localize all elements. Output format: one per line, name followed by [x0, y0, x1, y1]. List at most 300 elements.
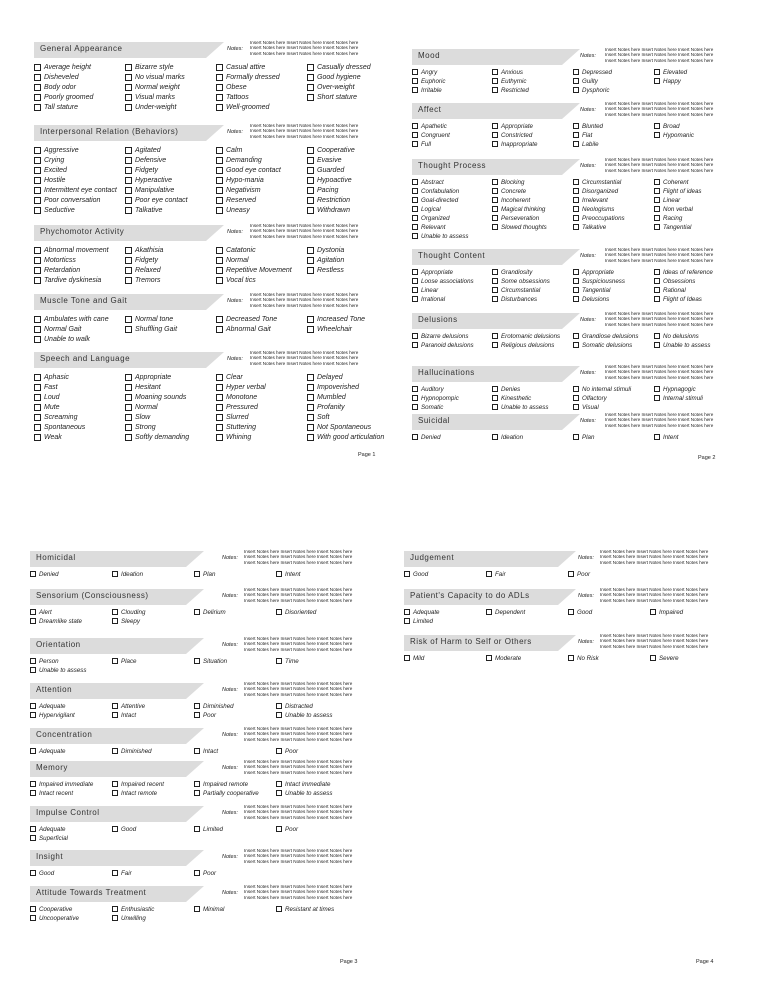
checkbox[interactable]: [30, 609, 36, 615]
checkbox[interactable]: [654, 296, 660, 302]
checkbox[interactable]: [112, 915, 118, 921]
notes-field[interactable]: [244, 759, 352, 775]
checkbox[interactable]: [216, 147, 223, 154]
checkbox[interactable]: [194, 826, 200, 832]
checkbox[interactable]: [125, 74, 132, 81]
checkbox[interactable]: [412, 434, 418, 440]
checkbox[interactable]: [654, 197, 660, 203]
checkbox[interactable]: [654, 278, 660, 284]
checkbox[interactable]: [112, 790, 118, 796]
checkbox[interactable]: [654, 287, 660, 293]
notes-field[interactable]: [244, 636, 352, 652]
notes-line: Insert Notes here Insert Notes here Insert Notes here: [600, 638, 709, 644]
checkbox[interactable]: [216, 207, 223, 214]
checkbox[interactable]: [412, 333, 418, 339]
checkbox[interactable]: [492, 206, 498, 212]
checkbox[interactable]: [412, 287, 418, 293]
checkbox-label: Place: [121, 658, 137, 665]
checkbox[interactable]: [125, 267, 132, 274]
checkbox[interactable]: [216, 414, 223, 421]
notes-field[interactable]: [250, 350, 358, 366]
checkbox[interactable]: [492, 87, 498, 93]
checkbox[interactable]: [573, 224, 579, 230]
checkbox[interactable]: [216, 267, 223, 274]
checkbox[interactable]: [34, 267, 41, 274]
checkbox[interactable]: [276, 781, 282, 787]
checkbox[interactable]: [404, 571, 410, 577]
checkbox[interactable]: [492, 123, 498, 129]
checkbox[interactable]: [412, 197, 418, 203]
checkbox-label: Tangential: [663, 224, 692, 231]
checkbox[interactable]: [30, 790, 36, 796]
checkbox[interactable]: [194, 781, 200, 787]
checkbox[interactable]: [307, 424, 314, 431]
checkbox[interactable]: [486, 609, 492, 615]
checkbox[interactable]: [654, 206, 660, 212]
notes-field[interactable]: [244, 804, 352, 820]
checkbox[interactable]: [654, 215, 660, 221]
checkbox[interactable]: [412, 78, 418, 84]
checkbox[interactable]: [125, 434, 132, 441]
checkbox[interactable]: [492, 78, 498, 84]
checkbox[interactable]: [568, 609, 574, 615]
checkbox[interactable]: [412, 179, 418, 185]
checkbox-label: Moderate: [495, 655, 522, 662]
checkbox[interactable]: [492, 386, 498, 392]
checkbox[interactable]: [412, 132, 418, 138]
checkbox[interactable]: [112, 826, 118, 832]
checkbox[interactable]: [412, 141, 418, 147]
checkbox[interactable]: [34, 257, 41, 264]
checkbox[interactable]: [412, 224, 418, 230]
notes-field[interactable]: [600, 587, 708, 603]
checkbox[interactable]: [112, 906, 118, 912]
checkbox[interactable]: [654, 69, 660, 75]
checkbox[interactable]: [125, 197, 132, 204]
checkbox[interactable]: [216, 434, 223, 441]
section-affect: [412, 101, 722, 148]
checkbox[interactable]: [307, 64, 314, 71]
checkbox[interactable]: [194, 748, 200, 754]
checkbox[interactable]: [276, 826, 282, 832]
notes-field[interactable]: [244, 726, 352, 742]
checkbox[interactable]: [307, 414, 314, 421]
checkbox[interactable]: [125, 94, 132, 101]
notes-field[interactable]: [250, 40, 358, 56]
checkbox[interactable]: [194, 712, 200, 718]
checkbox[interactable]: [125, 257, 132, 264]
notes-field[interactable]: [244, 681, 352, 697]
checkbox[interactable]: [492, 188, 498, 194]
section-patient-s-capacity-to-do-adls: [404, 587, 720, 625]
checkbox[interactable]: [307, 74, 314, 81]
checkbox[interactable]: [30, 835, 36, 841]
checkbox[interactable]: [216, 64, 223, 71]
checkbox[interactable]: [654, 224, 660, 230]
checkbox[interactable]: [654, 333, 660, 339]
checkbox[interactable]: [276, 790, 282, 796]
checkbox[interactable]: [125, 384, 132, 391]
checkbox[interactable]: [194, 658, 200, 664]
checkbox[interactable]: [34, 434, 41, 441]
checkbox[interactable]: [307, 434, 314, 441]
checkbox[interactable]: [412, 342, 418, 348]
notes-field[interactable]: [250, 292, 358, 308]
checkbox[interactable]: [125, 414, 132, 421]
checkbox[interactable]: [486, 571, 492, 577]
checkbox[interactable]: [654, 132, 660, 138]
checkbox[interactable]: [30, 618, 36, 624]
checkbox[interactable]: [30, 748, 36, 754]
checkbox[interactable]: [216, 277, 223, 284]
notes-field[interactable]: [244, 884, 352, 900]
checkbox[interactable]: [492, 342, 498, 348]
checkbox[interactable]: [125, 64, 132, 71]
checkbox[interactable]: [125, 326, 132, 333]
notes-field[interactable]: [605, 364, 713, 380]
checkbox-label: Congruent: [421, 132, 450, 139]
checkbox[interactable]: [492, 296, 498, 302]
checkbox[interactable]: [30, 906, 36, 912]
checkbox[interactable]: [34, 104, 41, 111]
checkbox[interactable]: [573, 434, 579, 440]
checkbox[interactable]: [34, 197, 41, 204]
checkbox[interactable]: [568, 571, 574, 577]
notes-line: Insert Notes here Insert Notes here Insert Notes here: [244, 848, 353, 853]
checkbox[interactable]: [34, 167, 41, 174]
notes-label: Notes:: [222, 854, 238, 860]
checkbox[interactable]: [216, 424, 223, 431]
checkbox[interactable]: [307, 167, 314, 174]
checkbox[interactable]: [307, 326, 314, 333]
checkbox[interactable]: [34, 394, 41, 401]
checkbox[interactable]: [216, 84, 223, 91]
checkbox[interactable]: [486, 655, 492, 661]
checkbox[interactable]: [412, 188, 418, 194]
checkbox[interactable]: [307, 147, 314, 154]
checkbox[interactable]: [125, 394, 132, 401]
checkbox[interactable]: [125, 147, 132, 154]
checkbox[interactable]: [492, 215, 498, 221]
notes-field[interactable]: [605, 47, 713, 63]
checkbox[interactable]: [30, 870, 36, 876]
notes-field[interactable]: [600, 549, 708, 565]
checkbox[interactable]: [573, 395, 579, 401]
checkbox[interactable]: [412, 233, 418, 239]
checkbox-label: Intent: [285, 571, 301, 578]
checkbox[interactable]: [34, 316, 41, 323]
checkbox[interactable]: [112, 781, 118, 787]
checkbox[interactable]: [34, 374, 41, 381]
checkbox[interactable]: [307, 257, 314, 264]
checkbox[interactable]: [654, 123, 660, 129]
checkbox[interactable]: [573, 296, 579, 302]
notes-label: Notes:: [580, 317, 596, 323]
checkbox[interactable]: [125, 247, 132, 254]
checkbox-label: Slow: [135, 414, 151, 421]
checkbox[interactable]: [34, 414, 41, 421]
checkbox[interactable]: [573, 132, 579, 138]
checkbox[interactable]: [34, 84, 41, 91]
checkbox[interactable]: [216, 404, 223, 411]
checkbox[interactable]: [112, 870, 118, 876]
checkbox[interactable]: [307, 394, 314, 401]
checkbox[interactable]: [307, 267, 314, 274]
checkbox[interactable]: [216, 167, 223, 174]
checkbox-label: Flight of Ideas: [663, 296, 702, 303]
checkbox-label: Ambulates with cane: [44, 316, 109, 323]
checkbox[interactable]: [112, 712, 118, 718]
checkbox[interactable]: [125, 404, 132, 411]
checkbox[interactable]: [194, 906, 200, 912]
checkbox[interactable]: [573, 287, 579, 293]
checkbox[interactable]: [307, 247, 314, 254]
checkbox[interactable]: [216, 187, 223, 194]
checkbox[interactable]: [412, 215, 418, 221]
checkbox[interactable]: [34, 404, 41, 411]
checkbox[interactable]: [30, 571, 36, 577]
notes-label: Notes:: [222, 732, 238, 738]
checkbox[interactable]: [412, 69, 418, 75]
checkbox[interactable]: [194, 571, 200, 577]
checkbox[interactable]: [654, 395, 660, 401]
checkbox[interactable]: [34, 94, 41, 101]
checkbox[interactable]: [412, 87, 418, 93]
checkbox[interactable]: [573, 269, 579, 275]
checkbox[interactable]: [492, 404, 498, 410]
checkbox[interactable]: [34, 177, 41, 184]
checkbox[interactable]: [307, 404, 314, 411]
checkbox[interactable]: [125, 167, 132, 174]
checkbox[interactable]: [34, 187, 41, 194]
checkbox[interactable]: [492, 141, 498, 147]
checkbox[interactable]: [34, 74, 41, 81]
checkbox[interactable]: [492, 434, 498, 440]
checkbox[interactable]: [573, 123, 579, 129]
checkbox[interactable]: [492, 179, 498, 185]
checkbox[interactable]: [573, 215, 579, 221]
checkbox[interactable]: [654, 342, 660, 348]
notes-line: Insert Notes here Insert Notes here Insert Notes here: [244, 681, 353, 686]
checkbox[interactable]: [216, 384, 223, 391]
checkbox[interactable]: [30, 658, 36, 664]
checkbox[interactable]: [216, 197, 223, 204]
checkbox[interactable]: [573, 179, 579, 185]
checkbox[interactable]: [573, 141, 579, 147]
checkbox[interactable]: [125, 424, 132, 431]
checkbox[interactable]: [125, 316, 132, 323]
checkbox[interactable]: [654, 188, 660, 194]
checkbox[interactable]: [34, 157, 41, 164]
checkbox[interactable]: [650, 655, 656, 661]
checkbox[interactable]: [125, 207, 132, 214]
notes-field[interactable]: [244, 848, 352, 864]
checkbox-label: Time: [285, 658, 299, 665]
checkbox[interactable]: [125, 374, 132, 381]
checkbox[interactable]: [654, 269, 660, 275]
checkbox[interactable]: [125, 187, 132, 194]
checkbox[interactable]: [125, 104, 132, 111]
checkbox-label: Disturbances: [501, 296, 538, 303]
checkbox[interactable]: [307, 384, 314, 391]
checkbox[interactable]: [125, 277, 132, 284]
checkbox[interactable]: [216, 104, 223, 111]
checkbox[interactable]: [194, 870, 200, 876]
checkbox[interactable]: [216, 316, 223, 323]
checkbox[interactable]: [573, 386, 579, 392]
notes-field[interactable]: [605, 311, 713, 327]
checkbox[interactable]: [125, 84, 132, 91]
checkbox[interactable]: [307, 157, 314, 164]
checkbox[interactable]: [573, 278, 579, 284]
checkbox[interactable]: [654, 386, 660, 392]
checkbox[interactable]: [307, 84, 314, 91]
checkbox[interactable]: [307, 177, 314, 184]
checkbox[interactable]: [112, 571, 118, 577]
checkbox[interactable]: [492, 69, 498, 75]
section-header: [34, 223, 380, 243]
checkbox[interactable]: [216, 94, 223, 101]
checkbox[interactable]: [573, 404, 579, 410]
checkbox[interactable]: [307, 316, 314, 323]
checkbox[interactable]: [216, 326, 223, 333]
checkbox[interactable]: [412, 395, 418, 401]
checkbox[interactable]: [573, 188, 579, 194]
checkbox[interactable]: [492, 395, 498, 401]
checkbox[interactable]: [34, 277, 41, 284]
notes-field[interactable]: [605, 157, 713, 173]
checkbox[interactable]: [412, 404, 418, 410]
checkbox[interactable]: [654, 78, 660, 84]
checkbox[interactable]: [404, 618, 410, 624]
checkbox-label: Plan: [203, 571, 216, 578]
checkbox[interactable]: [216, 394, 223, 401]
checkbox[interactable]: [34, 326, 41, 333]
checkbox[interactable]: [276, 748, 282, 754]
notes-field[interactable]: [605, 412, 713, 428]
checkbox[interactable]: [194, 703, 200, 709]
checkbox[interactable]: [30, 826, 36, 832]
checkbox-label: Spontaneous: [44, 424, 86, 431]
checkbox[interactable]: [573, 69, 579, 75]
checkbox[interactable]: [30, 915, 36, 921]
notes-field[interactable]: [244, 549, 352, 565]
checkbox[interactable]: [404, 609, 410, 615]
checkbox[interactable]: [492, 132, 498, 138]
checkbox[interactable]: [276, 703, 282, 709]
checkbox[interactable]: [573, 87, 579, 93]
checkbox[interactable]: [112, 658, 118, 664]
checkbox[interactable]: [276, 609, 282, 615]
checkbox[interactable]: [216, 257, 223, 264]
checkbox[interactable]: [573, 197, 579, 203]
checkbox[interactable]: [194, 790, 200, 796]
checkbox-label: Body odor: [44, 84, 76, 91]
checkbox[interactable]: [492, 197, 498, 203]
checkbox[interactable]: [492, 333, 498, 339]
checkbox[interactable]: [412, 296, 418, 302]
checkbox-label: Good: [39, 870, 55, 877]
checkbox[interactable]: [573, 333, 579, 339]
checkbox[interactable]: [404, 655, 410, 661]
checkbox-label: Intent: [663, 434, 679, 441]
checkbox[interactable]: [654, 434, 660, 440]
checkbox[interactable]: [112, 618, 118, 624]
checkbox[interactable]: [307, 94, 314, 101]
checkbox[interactable]: [412, 278, 418, 284]
checkbox[interactable]: [276, 906, 282, 912]
checkbox[interactable]: [573, 78, 579, 84]
checkbox[interactable]: [307, 197, 314, 204]
checkbox[interactable]: [568, 655, 574, 661]
checkbox[interactable]: [30, 667, 36, 673]
checkbox[interactable]: [492, 269, 498, 275]
checkbox[interactable]: [276, 712, 282, 718]
notes-field[interactable]: [250, 123, 358, 139]
checkbox[interactable]: [34, 424, 41, 431]
checkbox[interactable]: [654, 179, 660, 185]
checkbox[interactable]: [30, 781, 36, 787]
checkbox[interactable]: [125, 157, 132, 164]
checkbox[interactable]: [412, 269, 418, 275]
checkbox[interactable]: [276, 658, 282, 664]
checkbox[interactable]: [216, 74, 223, 81]
checkbox[interactable]: [573, 342, 579, 348]
notes-label: Notes:: [222, 642, 238, 648]
checkbox-label: Decreased Tone: [226, 316, 278, 323]
checkbox[interactable]: [276, 571, 282, 577]
checkbox[interactable]: [650, 609, 656, 615]
checkbox[interactable]: [112, 609, 118, 615]
checkbox[interactable]: [492, 278, 498, 284]
checkbox[interactable]: [34, 207, 41, 214]
checkbox-label: Calm: [226, 147, 243, 154]
checkbox[interactable]: [412, 123, 418, 129]
checkbox[interactable]: [216, 374, 223, 381]
checkbox[interactable]: [307, 207, 314, 214]
checkbox[interactable]: [34, 247, 41, 254]
notes-field[interactable]: [244, 587, 352, 603]
checkbox[interactable]: [216, 177, 223, 184]
checkbox[interactable]: [30, 712, 36, 718]
checkbox[interactable]: [112, 703, 118, 709]
checkbox[interactable]: [216, 157, 223, 164]
notes-field[interactable]: [605, 247, 713, 263]
checkbox[interactable]: [34, 336, 41, 343]
checkbox[interactable]: [30, 703, 36, 709]
checkbox[interactable]: [307, 374, 314, 381]
notes-line: Insert Notes here Insert Notes here Insert Notes here: [250, 45, 359, 51]
checkbox[interactable]: [194, 609, 200, 615]
checkbox[interactable]: [125, 177, 132, 184]
notes-field[interactable]: [250, 223, 358, 239]
checkbox[interactable]: [34, 64, 41, 71]
checkbox[interactable]: [492, 287, 498, 293]
checkbox[interactable]: [492, 224, 498, 230]
checkbox[interactable]: [34, 147, 41, 154]
checkbox[interactable]: [412, 386, 418, 392]
checkbox[interactable]: [307, 187, 314, 194]
checkbox[interactable]: [412, 206, 418, 212]
notes-field[interactable]: [605, 101, 713, 117]
checkbox[interactable]: [112, 748, 118, 754]
checkbox[interactable]: [216, 247, 223, 254]
section-header: [404, 587, 720, 607]
checkbox-label: Tattoos: [226, 94, 249, 101]
checkbox[interactable]: [573, 206, 579, 212]
checkbox[interactable]: [34, 384, 41, 391]
notes-field[interactable]: [600, 633, 708, 649]
